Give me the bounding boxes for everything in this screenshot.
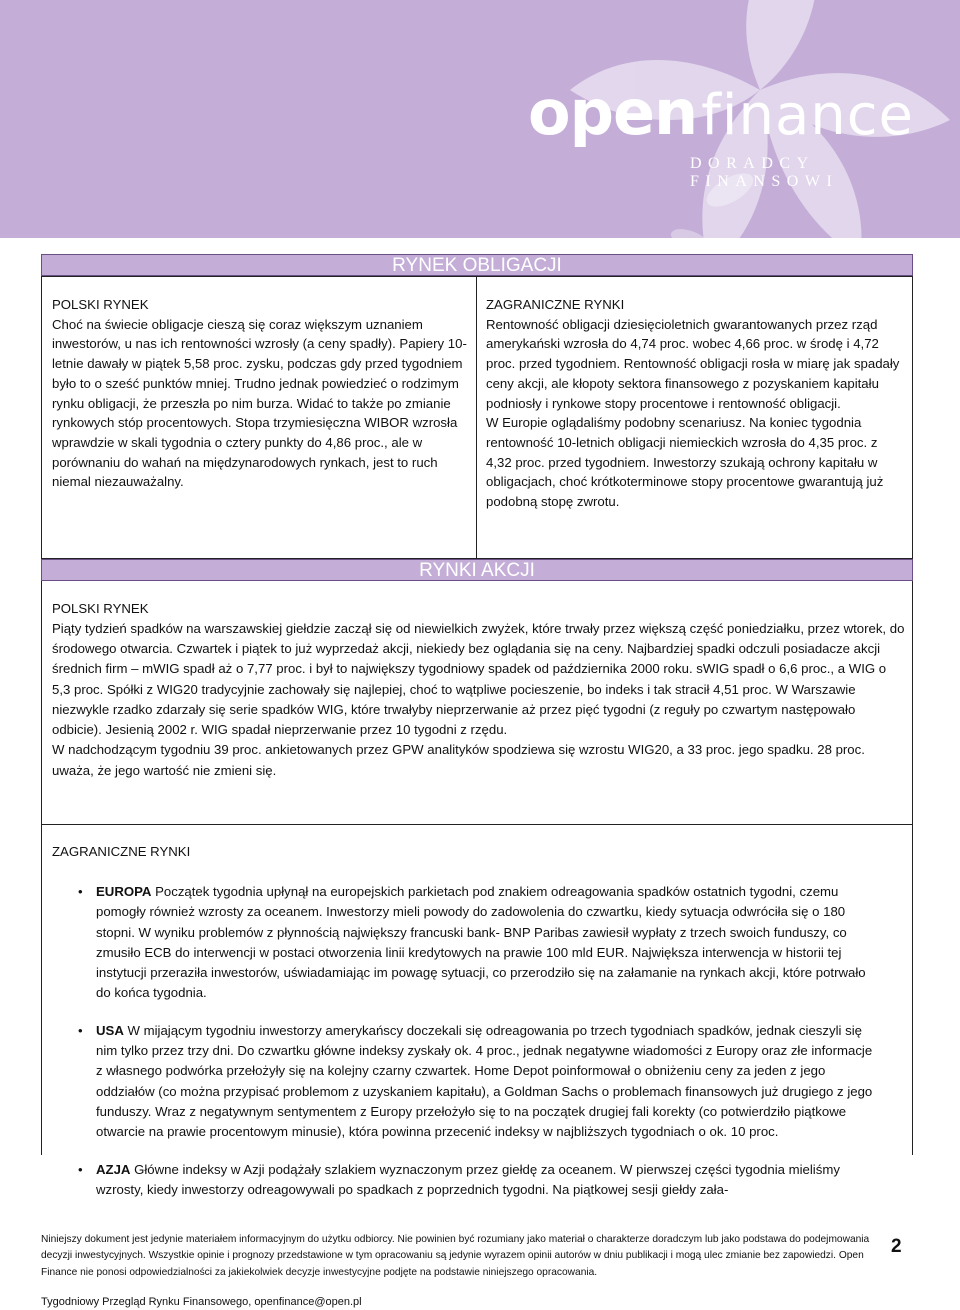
list-item (41, 1021, 876, 1143)
stocks-section-title: RYNKI AKCJI (41, 559, 913, 581)
header-banner (0, 0, 960, 238)
stocks-poland-box (41, 581, 913, 825)
stocks-foreign-heading: ZAGRANICZNE RYNKI (52, 844, 191, 859)
region-label: AZJA (96, 1161, 131, 1177)
bullet-icon: • (78, 884, 83, 899)
region-text: Początek tygodnia upłynął na europejskich parkietach pod znakiem odreagowania spadków ostatnich tygodni, czemu pomogły również wzrosty za oceanem. Inwestorzy mieli powody do zadowolenia do czwartku, kiedy sytuacja odwróciła się o 180 stopni. W wyniku problemów z płynnością największy francuski bank- BNP Paribas zawiesił wypłaty z trzech swoich funduszy, co zmusiło ECB do interwencji w postaci otworzenia linii kredytowych na prawie 100 mld EUR. Największa interwencja w historii tej instytucji przeraziła inwestorów, uświadamiając im powagę sytuacji, co przerodziło się na załamanie na rynkach akcji, które potrwało do końca tygodnia. (96, 884, 866, 1001)
footer-disclaimer: Niniejszy dokument jest jedynie materiałem informacyjnym do użytku odbiorcy. Nie powinien być rozumiany jako materiał o charakterze doradczym lub jako podstawa do podejmowania decyzji inwestycyjnych. Wszystkie opinie i prognozy przedstawione w tym opracowaniu są jedynie wyrazem opinii autorów w dniu publikacji i mogą ulec zmianie bez zapowiedzi. Open Finance nie ponosi odpowiedzialności za jakiekolwiek decyzje inwestycyjne podjęte na podstawie niniejszego opracowania. (41, 1234, 870, 1278)
bonds-section-title: RYNEK OBLIGACJI (41, 254, 913, 276)
bullet-icon: • (78, 1022, 83, 1038)
stocks-poland-heading: POLSKI RYNEK (52, 601, 149, 616)
list-item (41, 1160, 876, 1201)
bonds-foreign-paragraph: Rentowność obligacji dziesięcioletnich gwarantowanych przez rząd amerykański wzrosła do 4,74 proc. wobec 4,66 proc. w środę i 4,72 proc. przed tygodniem. Rentowność obligacji rosła w miarę jak spadały ceny akcji, ale kłopoty sektora finansowego z pozyskaniem kapitału podniosły i rynkowe stopy procentowe i rentowność obligacji. (486, 316, 900, 411)
stocks-foreign-list (41, 882, 913, 1217)
open-finance-logo (528, 76, 914, 149)
logo-tagline: DORADCY FINANSOWI (690, 155, 839, 190)
stocks-poland-paragraph: W nadchodzącym tygodniu 39 proc. ankietowanych przez GPW analityków spodziewa się wzrostu WIG20, a 33 proc. jego spadku. 28 proc. uważa, że jego wartość nie zmieni się. (52, 742, 865, 778)
footer-publication: Tygodniowy Przegląd Rynku Finansowego, openfinance@open.pl (41, 1296, 362, 1308)
column-divider (476, 277, 477, 558)
region-label: EUROPA (96, 884, 152, 899)
bonds-foreign-column (486, 295, 906, 512)
bonds-foreign-paragraph: W Europie oglądaliśmy podobny scenariusz. Na koniec tygodnia rentowność 10-letnich obligacji niemieckich wzrosła do 4,35 proc. z 4,32 proc. przed tygodniem. Inwestorzy szukają ochrony kapitału w obligacjach, choć krótkoterminowe stopy procentowe gwarantują już podobną stopę zwrotu. (486, 415, 884, 510)
list-item (41, 882, 876, 1004)
bonds-poland-paragraph: Choć na świecie obligacje cieszą się coraz większym uznaniem inwestorów, u nas ich rentowności wzrosły (a ceny spadły). Papiery 10-letnie dawały w piątek 5,58 proc. zysku, podczas gdy przed tygodniem było to o sześć punktów mniej. Trudno jednak powiedzieć o rodzimym rynku obligacji, że przeszła po nim burza. Widać to także po zmianie rynkowych stóp procentowych. Stopa trzymiesięczna WIBOR wzrosła wprawdzie w skali tygodnia o cztery punkty do 4,86 proc., ale w porównaniu do wahań na międzynarodowych rynkach, jest to ruch niemal niezauważalny. (52, 316, 467, 490)
region-text: W mijającym tygodniu inwestorzy amerykańscy doczekali się odreagowania po trzech tygodniach spadków, jednak cieszyli się nim tylko przez trzy dni. Do czwartku główne indeksy zyskały ok. 4 proc., jednak negatywne wiadomości z Europy oraz złe informacje z własnego podwórka przełożyły się na kolejny czarny czwartek. Home Depot poinformował o obniżeniu ceny za jeden z jego oddziałów (co można przypisać problemom z uzyskaniem kapitału), a Goldman Sachs o problemach finansowych już drugiego z jego funduszy. Wraz z negatywnym sentymentem z Europy przełożyło się to na początek drugiej fali korekty (co potwierdziło piątkowe otwarcie na prawie procentowym minusie), która powinna przecenić indeksy w najbliższych tygodniach o ok. 10 proc. (96, 1022, 873, 1140)
region-text: Główne indeksy w Azji podążały szlakiem wyznaczonym przez giełdę za oceanem. W pierwszej części tygodnia mieliśmy wzrosty, kiedy inwestorzy odreagowywali po spadkach z poprzednich tygodni. Na piątkowej sesji giełdy zała- (96, 1161, 840, 1197)
logo-open-text: open (528, 76, 698, 149)
bonds-box (41, 276, 913, 559)
bullet-icon: • (78, 1161, 83, 1177)
logo-finance-text: finance (701, 83, 914, 148)
stocks-poland-paragraph: Piąty tydzień spadków na warszawskiej giełdzie zaczął się od niewielkich zwyżek, które trwały przez większą część poniedziałku, przez wtorek, do środowego otwarcia. Czwartek i piątek to już wyprzedaż akcji, niekiedy bez oglądania się na ceny. Najbardziej spadki odczuli posiadacze akcji średnich firm – mWIG spadł aż o 7,77 proc. i był to największy tygodniowy spadek od października 2000 roku. sWIG spadł o 6,6 proc., a WIG o 5,3 proc. Spółki z WIG20 tradycyjnie zachowały się najlepiej, choć to wątpliwe pocieszenie, bo indeks i tak stracił 4,51 proc. W Warszawie niezwykle rzadko zdarzały się serie spadków WIG, które trwałyby nieprzerwanie aż przez pięć tygodni (z reguły po czwartym następowało odbicie). Jesienią 2002 r. WIG spadał nieprzerwanie przez 10 tygodni z rzędu. (52, 620, 905, 738)
stocks-poland-block (52, 599, 908, 781)
bonds-poland-heading: POLSKI RYNEK (52, 297, 149, 312)
bonds-foreign-heading: ZAGRANICZNE RYNKI (486, 297, 625, 312)
bonds-poland-column (52, 295, 468, 492)
region-label: USA (96, 1022, 124, 1038)
page-number: 2 (891, 1236, 902, 1257)
